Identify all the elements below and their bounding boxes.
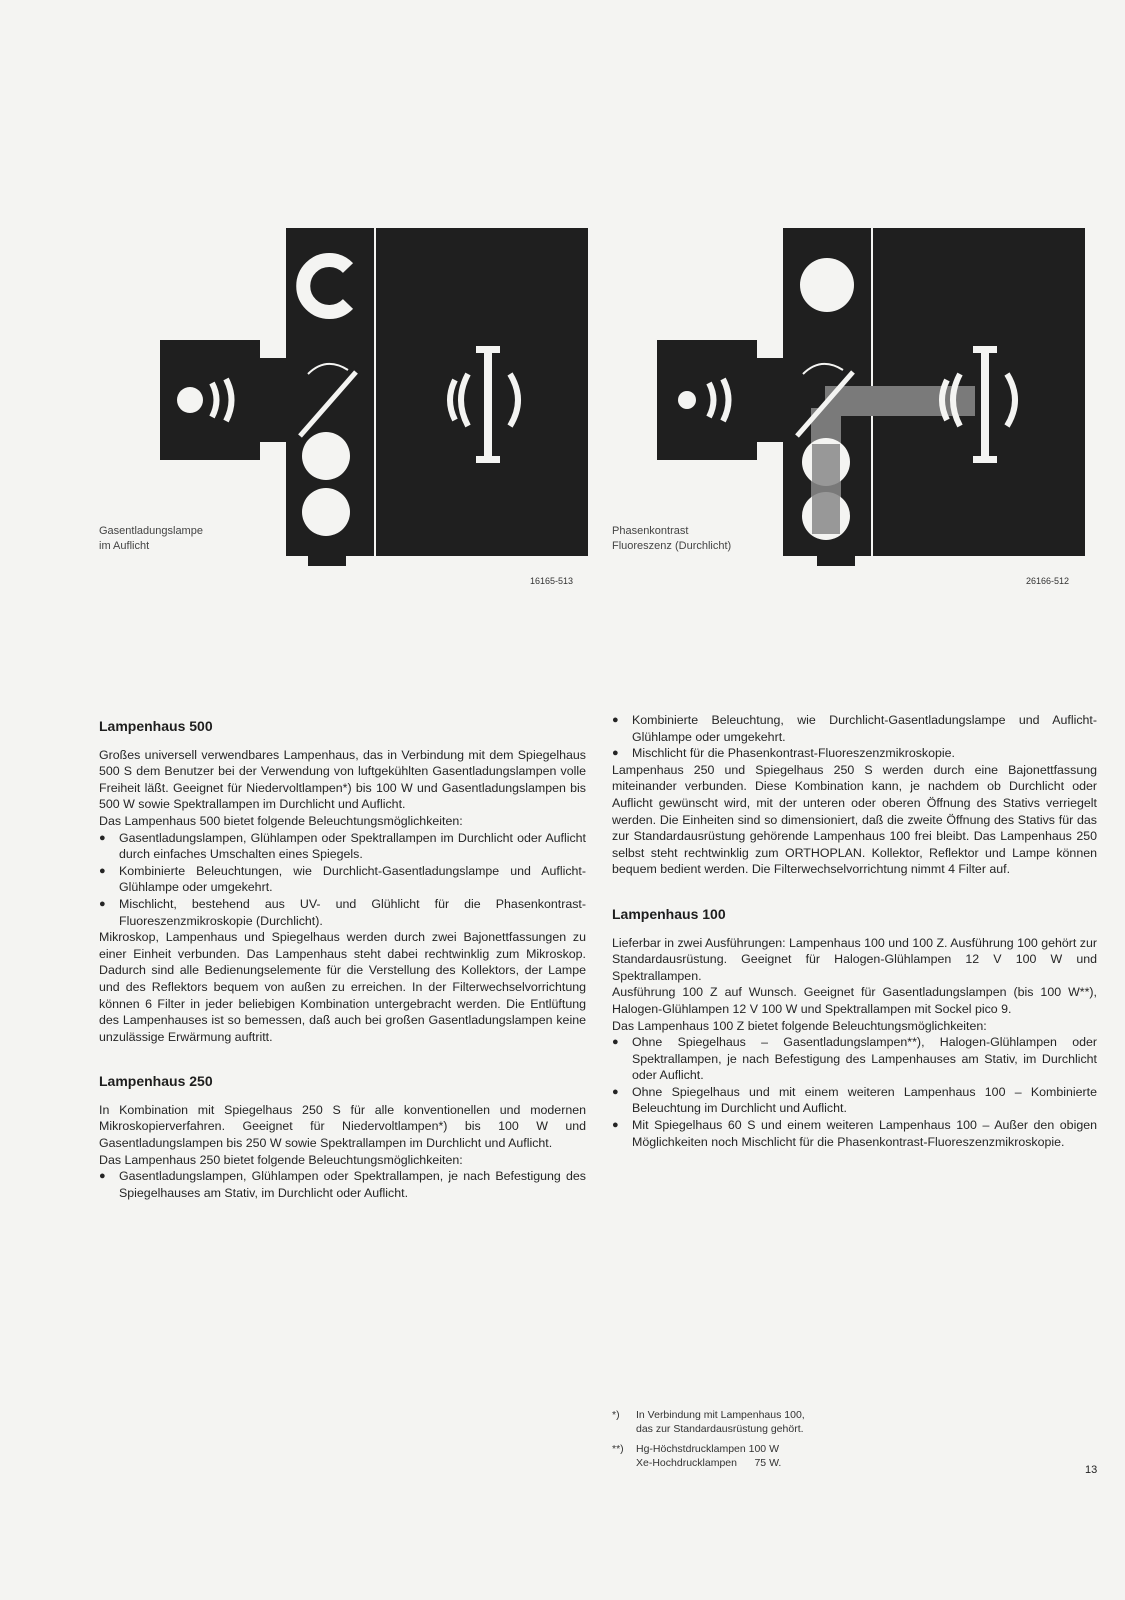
lamp-socket-icon	[981, 352, 989, 456]
bullet-item: ● Gasentladungslampen, Glühlampen oder Spektrallampen im Durchlicht oder Auflicht durch einfaches Umschalten eines Spiegels.	[99, 830, 586, 863]
figure-2-number: 26166-512	[1026, 576, 1070, 586]
section-heading: Lampenhaus 500	[99, 718, 213, 734]
mount-foot	[817, 548, 855, 566]
figure-1-caption	[99, 524, 203, 554]
bullet-item: ● Mischlicht für die Phasenkontrast-Fluoreszenzmikroskopie.	[612, 745, 1097, 762]
footnote-mark: *)	[612, 1409, 620, 1421]
figure-1-diagram	[160, 228, 590, 573]
paragraph: Das Lampenhaus 500 bietet folgende Beleuchtungsmöglichkeiten:	[99, 813, 463, 828]
bullet-item: ● Gasentladungslampen, Glühlampen oder Spektrallampen, je nach Befestigung des Spiegelhauses am Stativ, im Durchlicht oder Auflicht.	[99, 1168, 586, 1201]
bullet-item: ● Mit Spiegelhaus 60 S und einem weiteren Lampenhaus 100 – Außer den obigen Möglichkeiten noch Mischlicht für die Phasenkontrast-Fluoreszenzmikroskopie.	[612, 1117, 1097, 1150]
bullet-list	[612, 1034, 1097, 1150]
bullet-list	[99, 830, 586, 930]
footnote-line: Hg-Höchstdrucklampen 100 W	[636, 1443, 779, 1455]
caption-line: Gasentladungslampe	[99, 525, 203, 537]
footnote-text	[636, 1408, 805, 1436]
paragraph: Das Lampenhaus 250 bietet folgende Beleuchtungsmöglichkeiten:	[99, 1152, 463, 1167]
light-beam	[812, 444, 840, 534]
bullet-list	[612, 712, 1097, 762]
section-heading: Lampenhaus 100	[612, 905, 726, 922]
lamp-socket-icon	[484, 352, 492, 456]
mount-foot	[308, 548, 346, 566]
lamp-house-block	[657, 340, 757, 460]
bullet-item: ● Kombinierte Beleuchtungen, wie Durchlicht-Gasentladungslampe und Auflicht-Glühlampe oder umgekehrt.	[99, 863, 586, 896]
lamp-socket-cap-icon	[476, 456, 500, 463]
caption-line: im Auflicht	[99, 540, 150, 552]
figure-1-number: 16165-513	[530, 576, 574, 586]
caption-line: Phasenkontrast	[612, 525, 689, 537]
lamp-house-block	[160, 340, 260, 460]
lamp-socket-cap-icon	[973, 456, 997, 463]
lamp-socket-cap-icon	[476, 346, 500, 353]
footnote-mark: **)	[612, 1443, 624, 1455]
lamp-bulb-icon	[177, 387, 203, 413]
bullet-item: ● Kombinierte Beleuchtung, wie Durchlicht-Gasentladungslampe und Auflicht-Glühlampe oder umgekehrt.	[612, 712, 1097, 745]
lamp-bulb-icon	[678, 391, 696, 409]
lamp-house-neck	[757, 358, 783, 442]
right-column	[612, 712, 1097, 1150]
footnote-line: Xe-Hochdrucklampen 75 W.	[636, 1457, 782, 1469]
bullet-item: ● Ohne Spiegelhaus – Gasentladungslampen**), Halogen-Glühlampen oder Spektrallampen, je nach Befestigung des Lampenhauses am Stativ, im Durchlicht oder Auflicht.	[612, 1034, 1097, 1084]
footnotes	[612, 1408, 805, 1476]
left-column	[99, 718, 586, 1201]
microscope-block	[376, 228, 588, 556]
bullet-item: ● Mischlicht, bestehend aus UV- und Glühlicht für die Phasenkontrast-Fluoreszenzmikroskopie (Durchlicht).	[99, 896, 586, 929]
page-number: 13	[1085, 1464, 1098, 1476]
figure-2-diagram	[657, 228, 1087, 573]
lamp-socket-cap-icon	[973, 346, 997, 353]
paragraph: Mikroskop, Lampenhaus und Spiegelhaus werden durch zwei Bajonettfassungen zu einer Einheit verbunden. Das Lampenhaus steht dabei rechtwinklig zum Mikroskop. Dadurch sind alle Bedienungselemente für die Verstellung des Kollektors, der Lampe und des Reflektors bequem von außen zu erreichen. In der Filterwechselvorrichtung können 6 Filter in jeder beliebigen Kombination untergebracht werden. Die Entlüftung des Lampenhauses ist so bemessen, daß auch bei großen Gasentladungslampen keine unzulässige Erwärmung auftritt.	[99, 930, 586, 1044]
paragraph: Großes universell verwendbares Lampenhaus, das in Verbindung mit dem Spiegelhaus 500 S dem Benutzer bei der Verwendung von luftgekühlten Gasentladungslampen volle Freiheit läßt. Geeignet für Niedervoltlampen*) bis 100 W und Gasentladungslampen bis 500 W sowie Spektrallampen im Durchlicht und Auflicht.	[99, 747, 586, 812]
filter-opening-icon	[302, 488, 350, 536]
footnote	[612, 1408, 805, 1436]
paragraph: Lieferbar in zwei Ausführungen: Lampenhaus 100 und 100 Z. Ausführung 100 gehört zur Standardausrüstung. Geeignet für Halogen-Glühlampen 12 V 100 W und Spektrallampen.	[612, 935, 1097, 983]
paragraph: In Kombination mit Spiegelhaus 250 S für alle konventionellen und modernen Mikroskopierverfahren. Geeignet für Niedervoltlampen*) bis 100 W und Gasentladungslampen bis 250 W sowie Spektrallampen im Durchlicht und Auflicht.	[99, 1102, 586, 1151]
bullet-item: ● Ohne Spiegelhaus und mit einem weiteren Lampenhaus 100 – Kombinierte Beleuchtung im Durchlicht und Auflicht.	[612, 1084, 1097, 1117]
filter-opening-icon	[800, 258, 854, 312]
paragraph: Das Lampenhaus 100 Z bietet folgende Beleuchtungsmöglichkeiten:	[612, 1018, 987, 1033]
caption-line: Fluoreszenz (Durchlicht)	[612, 540, 732, 552]
paragraph: Ausführung 100 Z auf Wunsch. Geeignet für Gasentladungslampen (bis 100 W**), Halogen-Glühlampen 12 V 100 W und Spektrallampen mit Sockel pico 9.	[612, 985, 1097, 1016]
paragraph: Lampenhaus 250 und Spiegelhaus 250 S werden durch eine Bajonettfassung miteinander verbunden. Diese Kombination kann, je nachdem ob Durchlicht oder Auflicht gewünscht wird, mit der unteren oder oberen Öffnung des Stativs verriegelt werden. Die Einheiten sind so dimensioniert, daß die zweite Öffnung des Stativs für das zur Standardausrüstung gehörende Lampenhaus 100 frei bleibt. Das Lampenhaus 250 selbst steht rechtwinklig zum ORTHOPLAN. Kollektor, Reflektor und Lampe können bequem bedient werden. Die Filterwechselvorrichtung nimmt 4 Filter auf.	[612, 762, 1097, 877]
footnote-line: das zur Standardausrüstung gehört.	[636, 1423, 804, 1435]
section-heading: Lampenhaus 250	[99, 1073, 213, 1090]
footnote	[612, 1442, 805, 1470]
filter-opening-icon	[302, 432, 350, 480]
footnote-line: In Verbindung mit Lampenhaus 100,	[636, 1409, 805, 1421]
lamp-house-neck	[260, 358, 286, 442]
footnote-text	[636, 1442, 781, 1470]
figure-2-caption	[612, 524, 731, 554]
bullet-list	[99, 1168, 586, 1201]
